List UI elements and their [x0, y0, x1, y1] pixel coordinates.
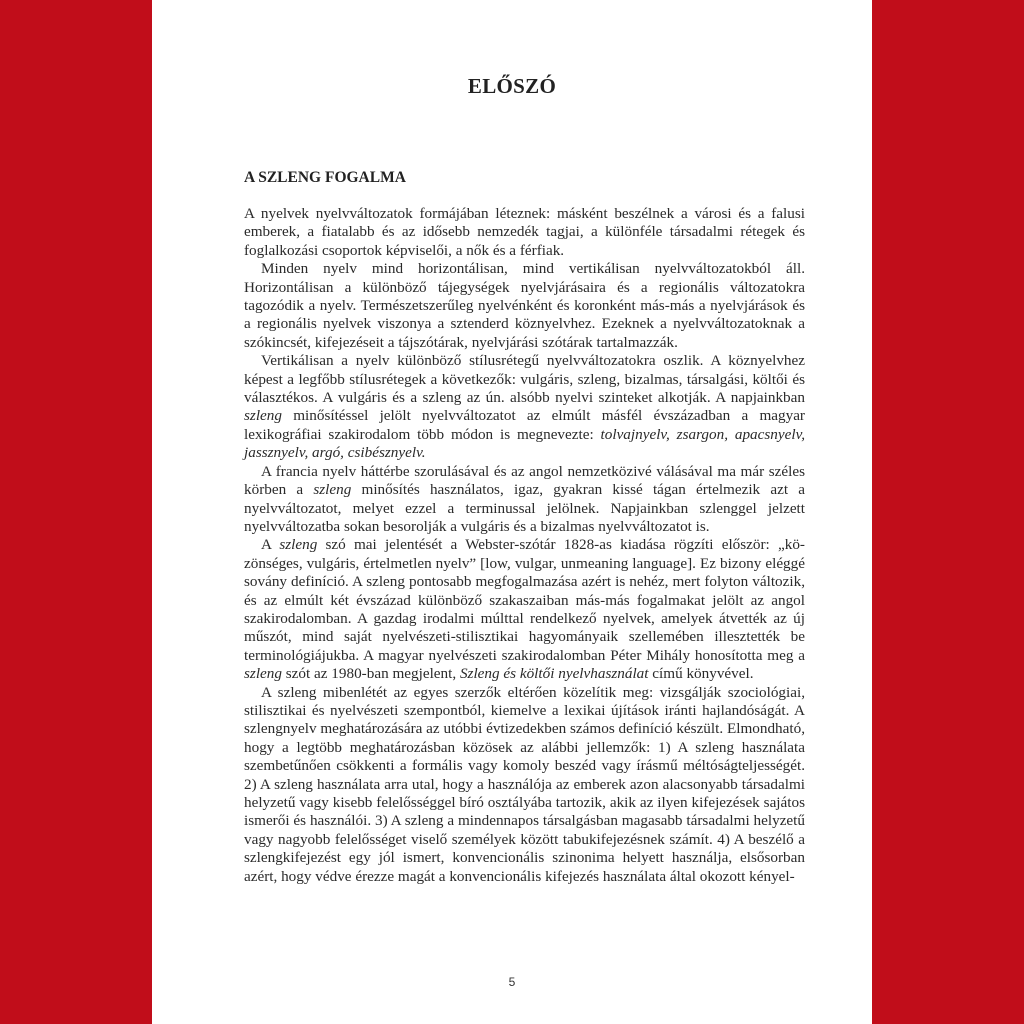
text-run: minősítés használatos, igaz, gyakran kissé tágan értelmezik azt a nyelvváltozatot, melyet ezzel a terminussal jelölnek. Napjainkban szlenggel jelzett nyelvváltozatba sokan besorolják a vulgáris és a bizalmas nyelvváltozatot is.: [244, 481, 806, 535]
text-run: A francia nyelv háttérbe szorulásával és az angol nemzetközivé válásával ma már széles körben a: [244, 462, 805, 499]
book-page: [152, 0, 872, 1024]
text-run: Vertikálisan a nyelv különböző stílusrétegű nyelvváltozatokra oszlik. A köznyelvhez képest a legfőbb stílusrétegek a következők: vulgáris, szleng, bizalmas, társalgási, költői és választékos. A vulgáris és a szleng az ún. alsóbb nyelvi szinteket alkotják. A napjainkban: [244, 352, 805, 407]
text-run: A: [261, 536, 280, 554]
text-run: szó mai jelentését a Webster-szótár 1828-as kiadása rögzíti először: „közönséges, vulgáris, értelmetlen nyelv” [low, vulgar, unmeaning language]. Ez bizony eléggé sovány definíció. A szleng pontosabb megfogalmazása azért is nehéz, mert folyton változik, és az elmúlt két évszázad különböző szakaszaiban más-más fogalmakat jelölt az angol szakirodalomban. A gazdag irodalmi múlttal rendelkező nyelvek, amelyek átvették az új műszót, mind saját nyelvészeti-stilisztikai hagyományaik szellemében illesztették be terminológiájukba. A magyar nyelvészeti szakirodalomban Péter Mihály honosította meg a: [244, 536, 805, 664]
paragraph: [244, 463, 805, 537]
italic-text: szleng: [244, 665, 282, 683]
italic-text: Szleng és költői nyelvhasználat: [459, 665, 649, 683]
text-run: minősítéssel jelölt nyelvváltozatot az elmúlt másfél évszázadban a magyar lexikográfiai szakirodalom több módon is megnevezte:: [244, 407, 805, 443]
text-run: A nyelvek nyelvváltozatok formájában léteznek: másként beszélnek a városi és a falusi emberek, a fiatalabb és az idősebb nemzedék tagjai, a különféle társadalmi rétegek és foglalkozási csoportok képviselői, a nők és a férfiak.: [244, 205, 805, 259]
page-title: ELŐSZÓ: [467, 74, 557, 98]
page-number: 5: [508, 975, 516, 989]
section-heading: A SZLENG FOGALMA: [244, 169, 406, 186]
paragraph: [244, 684, 805, 886]
paragraph: [244, 260, 805, 352]
italic-text: szleng: [279, 536, 318, 554]
text-run: című könyvével.: [648, 665, 754, 683]
text-run: Minden nyelv mind horizontálisan, mind vertikálisan nyelvváltozatokból áll. Horizontálisan a különböző tájegységek nyelvjárásaira és a regionális változatokra tagozódik a nyelv. Természetszerűleg nyelvénként és koronként más-más a nyelvjárások és a regionális nyelvek viszonya a sztenderd köznyelvhez. Ezeknek a nyelvváltozatoknak a szókincsét, kifejezéseit a tájszótárak, nyelvjárási szótárak tartalmazzák.: [244, 260, 805, 351]
italic-text: szleng: [313, 481, 352, 499]
text-run: szót az 1980-ban megjelent,: [281, 665, 460, 683]
body-text: [244, 205, 805, 886]
paragraph: [244, 536, 805, 683]
italic-text: szleng: [244, 407, 282, 425]
text-run: A szleng mibenlétét az egyes szerzők eltérően közelítik meg: vizsgálják szociológiai, stilisztikai és nyelvészeti szempontból, kiemelve a lexikai újítások iránti hajlandóságát. A szlengnyelv meghatározására az utóbbi évtizedekben számos definíció készült. Elmondható, hogy a legtöbb meghatározásban közösek az alábbi jellemzők: 1) A szleng használata szembetűnően csökkenti a formális vagy komoly beszéd vagy írásmű méltóságteljességét. 2) A szleng használata arra utal, hogy a használója az emberek azon alacsonyabb társadalmi helyzetű vagy kisebb felelősséggel bíró osztályába tartozik, akik az ilyen kifejezések sajátos ismerői és használói. 3) A szleng a mindennapos társalgásban magasabb társadalmi helyzetű vagy nagyobb felelősséget viselő személyek között tabukifejezésnek számít. 4) A beszélő a szlengkifejezést egy jól ismert, konvencionális szinonima helyett használja, elsősorban azért, hogy védve érezze magát a konvencionális kifejezés használata által okozott kényel-: [244, 683, 805, 885]
italic-text: tolvajnyelv, zsargon, apacsnyelv, jassznyelv, argó, csibésznyelv.: [244, 425, 805, 462]
paragraph: [244, 205, 805, 260]
paragraph: [244, 352, 805, 462]
